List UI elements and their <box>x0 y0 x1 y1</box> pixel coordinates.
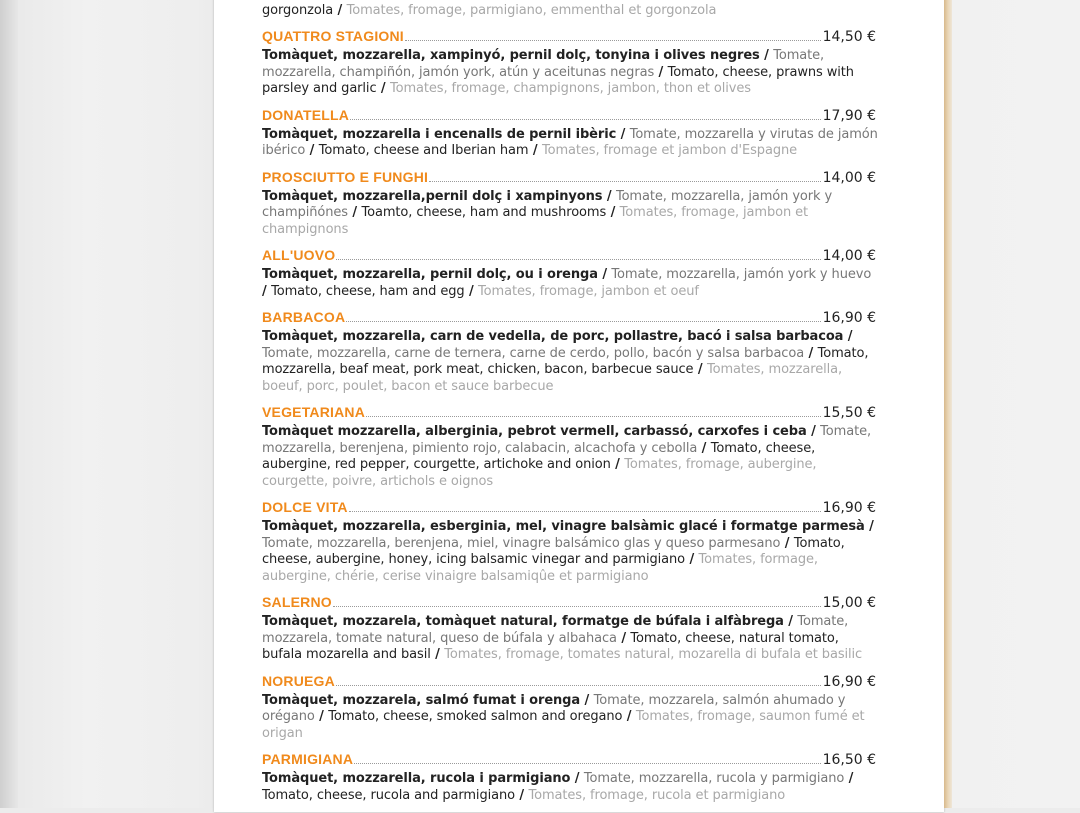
desc-separator: / <box>333 2 347 18</box>
desc-french: Tomates, fromage, jambon et oeuf <box>478 283 699 299</box>
menu-item-price: 16,50 € <box>822 752 876 768</box>
desc-english: Tomato, cheese, aubergine, honey, icing balsamic vinegar and parmigiano <box>262 535 845 567</box>
desc-spanish: Tomate, mozzarella, berenjena, pimiento rojo, calabacin, alcachofa y cebolla <box>262 424 872 456</box>
menu-item-name: QUATTRO STAGIONI <box>262 28 404 44</box>
desc-french: Tomates, fromage, aubergine, courgette, poivre, artichols e oignos <box>262 457 817 489</box>
menu-item-name: ALL'UOVO <box>262 247 336 263</box>
menu-item-header <box>262 751 878 771</box>
desc-spanish: Tomate, mozzarela, tomate natural, queso de búfala y albahaca <box>262 614 849 646</box>
desc-catalan: Tomàquet, mozzarella,pernil dolç i xampinyons <box>262 188 603 204</box>
menu-item <box>262 309 878 395</box>
menu-item-header <box>262 309 878 329</box>
menu-item-description: Tomàquet, mozzarela, tomàquet natural, formatge de búfala i alfàbrega / Tomate, mozzarela, tomate natural, queso de búfala y albahaca / Tomato, cheese, natural tomato, bufala mozarella and basil / Tomates, fromage, tomates natural, mozarella di bufala et basilic <box>262 614 863 662</box>
page-edge <box>944 0 952 808</box>
desc-french: Tomates, fromage, jambon et champignons <box>262 205 809 237</box>
menu-item-header <box>262 169 878 189</box>
menu-item-description: Tomàquet, mozzarella, esberginia, mel, vinagre balsàmic glacé i formatge parmesà / Tomate, mozzarella, berenjena, miel, vinagre balsámico glas y queso parmesano / Tomato, cheese, aubergine, honey, icing balsamic vinegar and parmigiano / Tomates, formage, aubergine, chérie, cerise vinaigre balsamiqûe et parmigiano <box>262 519 874 584</box>
desc-english: Tomato, cheese, prawns with parsley and garlic <box>262 64 854 96</box>
desc-french: Tomates, fromage et jambon d'Espagne <box>542 143 798 158</box>
desc-english: Tomato, cheese and Iberian ham <box>318 143 529 158</box>
desc-spanish: Tomate, mozzarella, berenjena, miel, vinagre balsámico glas y queso parmesano <box>262 535 781 551</box>
desc-catalan: Tomàquet, mozzarella, xampinyó, pernil dolç, tonyina i olives negres <box>262 48 760 63</box>
menu-item <box>262 594 878 664</box>
menu-item <box>262 673 878 743</box>
desc-english: Tomato, cheese, smoked salmon and oregano <box>328 709 623 724</box>
menu-item-price: 14,00 € <box>822 169 876 186</box>
desc-catalan: Tomàquet, mozzarella, rucola i parmigiano <box>262 771 571 786</box>
menu-item-description: Tomàquet, mozzarella, rucola i parmigiano / Tomate, mozzarella, rucola y parmigiano / Tomato, cheese, rucola and parmigiano / Tomates, fromage, rucola et parmigiano <box>262 771 854 803</box>
desc-spanish <box>262 0 503 1</box>
desc-catalan: Tomàquet, mozzarela, tomàquet natural, formatge de búfala i alfàbrega <box>262 614 784 629</box>
desc-spanish: Tomate, mozzarella, champiñón, jamón york, atún y aceitunas negras <box>262 48 825 80</box>
menu-item-name: PARMIGIANA <box>262 751 354 767</box>
desc-french: Tomates, fromage, parmigiano, emmenthal et gorgonzola <box>346 2 717 18</box>
desc-english: gorgonzola <box>262 2 334 18</box>
menu-item-name: VEGETARIANA <box>262 404 366 420</box>
menu-item-price: 15,50 € <box>822 405 876 421</box>
desc-french: Tomates, mozzarella, boeuf, porc, poulet, bacon et sauce barbecue <box>262 362 843 394</box>
desc-catalan: Tomàquet, mozzarella, pernil dolç, ou i orenga <box>262 267 598 282</box>
dot-leader <box>366 415 821 417</box>
desc-spanish: Tomate, mozzarella, jamón york y champiñónes <box>262 188 833 220</box>
desc-catalan: Tomàquet, mozzarela, salmó fumat i orenga <box>262 692 581 708</box>
menu-item-description: Tomàquet, mozzarella, xampinyó, pernil dolç, tonyina i olives negres / Tomate, mozzarella, champiñón, jamón york, atún y aceitunas negras / Tomato, cheese, prawns with parsley and garlic / Tomates, fromage, champignons, jambon, thon et olives <box>262 48 854 96</box>
desc-english: Tomato, cheese, natural tomato, bufala mozarella and basil <box>262 630 839 662</box>
dot-leader <box>333 605 821 607</box>
menu-item-name: SALERNO <box>262 594 332 610</box>
dot-leader <box>350 118 820 120</box>
desc-english: Tomato, cheese, aubergine, red pepper, courgette, artichoke and onion <box>262 440 816 472</box>
desc-spanish: Tomate, mozzarella, carne de ternera, carne de cerdo, pollo, bacón y salsa barbacoa <box>262 345 805 361</box>
desc-catalan: Tomàquet, mozzarella, esberginia, mel, vinagre balsàmic glacé i formatge parmesà <box>262 519 865 534</box>
dot-leader <box>349 510 821 512</box>
desc-catalan: Tomàquet, mozzarella i encenalls de pernil ibèric <box>262 126 617 142</box>
dot-leader <box>405 39 821 41</box>
menu-item-description: Tomàquet, mozzarella, pernil dolç, ou i orenga / Tomate, mozzarella, jamón york y huevo / Tomato, cheese, ham and egg / Tomates, fromage, jambon et oeuf <box>262 267 872 299</box>
menu-item-name: DOLCE VITA <box>262 499 348 515</box>
menu-item-description: Tomàquet mozzarella, alberginia, pebrot vermell, carbassó, carxofes i ceba / Tomate, mozzarella, berenjena, pimiento rojo, calabacin, alcachofa y cebolla / Tomato, cheese, aubergine, red pepper, courgette, artichoke and onion / Tomates, fromage, aubergine, courgette, poivre, artichols e oignos <box>262 424 872 489</box>
scan-shadow <box>0 0 18 808</box>
menu-item-price: 16,90 € <box>822 673 876 690</box>
menu-item-price: 16,90 € <box>822 500 876 516</box>
menu-item-header <box>262 28 878 48</box>
menu-item-description <box>262 0 878 19</box>
menu-item-header <box>262 404 878 424</box>
menu-item-name: NORUEGA <box>262 672 335 689</box>
menu-item-header <box>262 594 878 614</box>
menu-item-price: 14,50 € <box>822 29 876 45</box>
desc-french: Tomates, fromage, champignons, jambon, thon et olives <box>390 81 751 96</box>
desc-spanish: Tomate, mozzarella, rucola y parmigiano <box>583 771 845 786</box>
dot-leader <box>354 762 820 764</box>
desc-french: Tomates, fromage, saumon fumé et origan <box>262 709 865 741</box>
menu-item-description: Tomàquet, mozzarela, salmó fumat i orenga / Tomate, mozzarela, salmón ahumado y orégano / Tomato, cheese, smoked salmon and oregano / Tomates, fromage, saumon fumé et origan <box>262 692 865 741</box>
menu-item-price: 17,90 € <box>822 107 876 124</box>
menu-item <box>262 751 878 804</box>
menu-item-price: 15,00 € <box>822 595 876 611</box>
desc-spanish: Tomate, mozzarella, jamón york y huevo <box>611 267 872 282</box>
menu-item <box>262 499 878 585</box>
desc-french: Tomates, fromage, rucola et parmigiano <box>528 787 786 803</box>
menu-item-header <box>262 673 878 693</box>
menu-item-description: Tomàquet, mozzarella i encenalls de pernil ibèric / Tomate, mozzarella y virutas de jamón ibérico / Tomato, cheese and Iberian ham / Tomates, fromage et jambon d'Espagne <box>262 126 878 158</box>
menu-item-header <box>262 107 878 127</box>
desc-english: Tomato, cheese, rucola and parmigiano <box>262 787 515 803</box>
menu-item-name: PROSCIUTTO E FUNGHI <box>262 168 429 185</box>
menu-item-header <box>262 247 878 267</box>
desc-separator <box>503 0 517 1</box>
desc-english: Tomato, mozzarella, beaf meat, pork meat, chicken, bacon, barbecue sauce <box>262 345 869 377</box>
desc-catalan: Tomàquet mozzarella, alberginia, pebrot vermell, carbassó, carxofes i ceba <box>262 424 807 439</box>
menu-item <box>262 247 878 300</box>
desc-spanish: Tomate, mozzarella y virutas de jamón ibérico <box>262 126 878 158</box>
menu-item-description: Tomàquet, mozzarella,pernil dolç i xampinyons / Tomate, mozzarella, jamón york y champiñónes / Toamto, cheese, ham and mushrooms / Tomates, fromage, jambon et champignons <box>262 188 833 237</box>
menu-list <box>262 0 878 813</box>
desc-spanish: Tomate, mozzarela, salmón ahumado y orégano <box>262 692 846 724</box>
dot-leader <box>336 258 820 260</box>
desc-english: Toamto, cheese, ham and mushrooms <box>361 205 607 220</box>
desc-french: Tomates, formage, aubergine, chérie, cerise vinaigre balsamiqûe et parmigiano <box>262 552 818 584</box>
menu-item-description: Tomàquet, mozzarella, carn de vedella, de porc, pollastre, bacó i salsa barbacoa / Tomate, mozzarella, carne de ternera, carne de cerdo, pollo, bacón y salsa barbacoa / Tomato, mozzarella, beaf meat, pork meat, chicken, bacon, barbecue sauce / Tomates, mozzarella, boeuf, porc, poulet, bacon et sauce barbecue <box>262 329 869 394</box>
dot-leader <box>346 320 820 322</box>
menu-item-name: BARBACOA <box>262 309 346 325</box>
menu-item <box>262 169 878 239</box>
menu-item <box>262 107 878 160</box>
dot-leader <box>336 684 821 686</box>
dot-leader <box>429 180 820 182</box>
desc-english: Tomato, cheese, ham and egg <box>271 283 465 299</box>
desc-catalan: Tomàquet, mozzarella, carn de vedella, de porc, pollastre, bacó i salsa barbacoa <box>262 329 844 344</box>
menu-item-price: 14,00 € <box>822 248 876 264</box>
menu-item <box>262 404 878 490</box>
menu-item-partial <box>262 0 878 19</box>
menu-item-name: DONATELLA <box>262 106 350 123</box>
menu-item <box>262 28 878 98</box>
desc-english <box>517 0 808 1</box>
desc-french: Tomates, fromage, tomates natural, mozarella di bufala et basilic <box>444 647 863 662</box>
menu-item-header <box>262 499 878 519</box>
menu-item-price: 16,90 € <box>822 310 876 326</box>
